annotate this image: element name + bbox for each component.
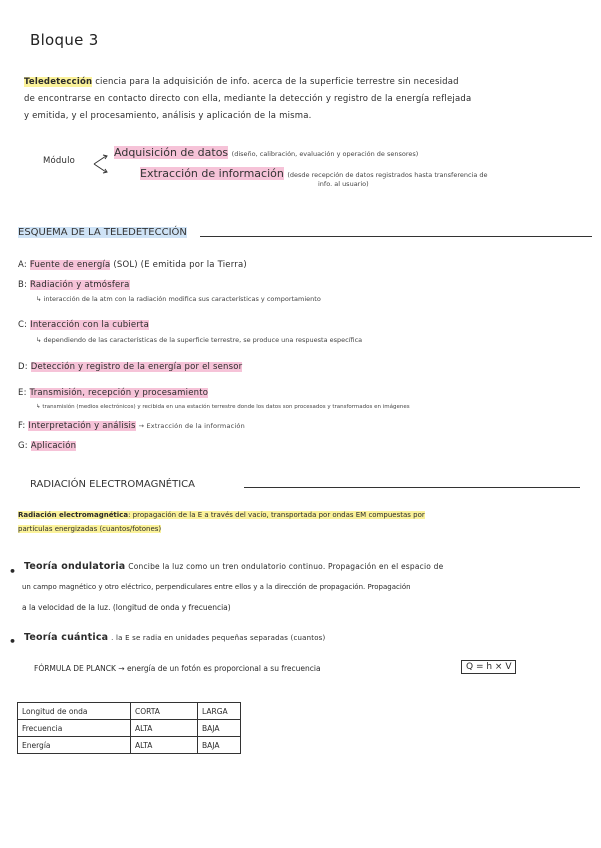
scheme-g xyxy=(18,441,76,451)
planck-formula-label: FÓRMULA DE PLANCK → energía de un fotón es proporcional a su frecuencia xyxy=(34,664,321,673)
section-scheme-title xyxy=(18,227,187,238)
theory2-bullet: • xyxy=(9,635,17,648)
table-cell: ALTA xyxy=(131,720,198,737)
module-2-note-cont: info. al usuario) xyxy=(318,180,369,188)
intro-text-1: ciencia para la adquisición de info. acerca de la superficie terrestre sin necesidad xyxy=(95,77,459,87)
table-cell: Frecuencia xyxy=(18,720,131,737)
scheme-g-label: Aplicación xyxy=(30,441,77,451)
scheme-a-label: Fuente de energía xyxy=(29,260,111,270)
module-branch-icon xyxy=(92,152,112,178)
module-1-note: (diseño, calibración, evaluación y operación de sensores) xyxy=(231,150,419,158)
table-header-cell: CORTA xyxy=(131,703,198,720)
scheme-f-rest: → Extracción de la información xyxy=(138,422,245,430)
scheme-b xyxy=(18,280,130,290)
table-header-cell: Longitud de onda xyxy=(18,703,131,720)
theory2-line-1 xyxy=(24,632,325,643)
scheme-f-label: Interpretación y análisis xyxy=(28,421,136,431)
table-header-row xyxy=(18,703,241,720)
intro-line-3: y emitida, y el procesamiento, análisis y aplicación de la misma. xyxy=(24,111,312,121)
modules-label: Módulo xyxy=(43,156,76,166)
scheme-a-rest: (SOL) (E emitida por la Tierra) xyxy=(113,260,247,270)
section-scheme-title-text: ESQUEMA DE LA TELEDETECCIÓN xyxy=(18,227,187,238)
module-2-label: Extracción de información xyxy=(140,167,284,180)
radiation-term: Radiación electromagnética xyxy=(18,511,129,519)
scheme-e-label: Transmisión, recepción y procesamiento xyxy=(29,388,209,398)
scheme-f xyxy=(18,421,245,431)
theory2-text-1: . la E se radia en unidades pequeñas separadas (cuantos) xyxy=(111,634,326,642)
table-cell: ALTA xyxy=(131,737,198,754)
wavelength-table xyxy=(17,702,241,754)
module-1-label: Adquisición de datos xyxy=(114,146,229,159)
table-header-cell: LARGA xyxy=(198,703,241,720)
page-title: Bloque 3 xyxy=(30,31,99,49)
scheme-d-letter: D: xyxy=(18,362,28,372)
scheme-g-letter: G: xyxy=(18,441,28,451)
radiation-def-line-1 xyxy=(18,511,593,519)
scheme-b-label: Radiación y atmósfera xyxy=(30,280,130,290)
intro-term: Teledetección xyxy=(24,77,93,87)
scheme-b-letter: B: xyxy=(18,280,28,290)
scheme-a xyxy=(18,260,247,270)
module-2-note: (desde recepción de datos registrados hasta transferencia de xyxy=(287,171,488,179)
table-row xyxy=(18,737,241,754)
scheme-c-letter: C: xyxy=(18,320,28,330)
theory1-line-2: un campo magnético y otro eléctrico, perpendiculares entre ellos y a la dirección de propagación. Propagación xyxy=(22,583,411,591)
module-1 xyxy=(114,146,418,159)
scheme-e xyxy=(18,388,208,398)
scheme-f-letter: F: xyxy=(18,421,26,431)
section-radiation-rule xyxy=(244,487,580,488)
planck-formula: Q = h × V xyxy=(461,660,516,674)
scheme-e-note: ↳ transmisión (medios electrónicos) y recibida en una estación terrestre donde los datos son procesados y transformados en imágenes xyxy=(36,404,410,410)
table-cell: Energía xyxy=(18,737,131,754)
intro-line-2: de encontrarse en contacto directo con ella, mediante la detección y registro de la energía reflejada xyxy=(24,94,472,104)
scheme-c xyxy=(18,320,149,330)
table-cell: BAJA xyxy=(198,737,241,754)
scheme-b-note: ↳ interacción de la atm con la radiación modifica sus características y comportamiento xyxy=(36,295,321,303)
scheme-c-note: ↳ dependiendo de las características de la superficie terrestre, se produce una respuesta específica xyxy=(36,336,363,344)
section-scheme-rule xyxy=(200,236,592,237)
theory1-text-1: Concibe la luz como un tren ondulatorio continuo. Propagación en el espacio de xyxy=(128,562,444,571)
theory1-line-1 xyxy=(24,561,443,572)
theory2-title: Teoría cuántica xyxy=(24,632,109,643)
section-radiation-title: RADIACIÓN ELECTROMAGNÉTICA xyxy=(30,479,195,490)
theory1-line-3: a la velocidad de la luz. (longitud de onda y frecuencia) xyxy=(22,603,231,612)
scheme-a-letter: A: xyxy=(18,260,27,270)
scheme-c-label: Interacción con la cubierta xyxy=(30,320,149,330)
table-cell: BAJA xyxy=(198,720,241,737)
theory1-title: Teoría ondulatoria xyxy=(24,561,126,572)
intro-line-1 xyxy=(24,77,584,87)
module-2 xyxy=(140,167,488,180)
table-row xyxy=(18,720,241,737)
scheme-d xyxy=(18,362,242,372)
scheme-d-label: Detección y registro de la energía por el sensor xyxy=(30,362,243,372)
radiation-text-2: partículas energizadas (cuantos/fotones) xyxy=(18,525,162,533)
radiation-def-line-2 xyxy=(18,525,161,533)
theory1-bullet: • xyxy=(9,565,17,578)
radiation-text-1: : propagación de la E a través del vacío, transportada por ondas EM compuestas por xyxy=(128,511,425,519)
scheme-e-letter: E: xyxy=(18,388,27,398)
